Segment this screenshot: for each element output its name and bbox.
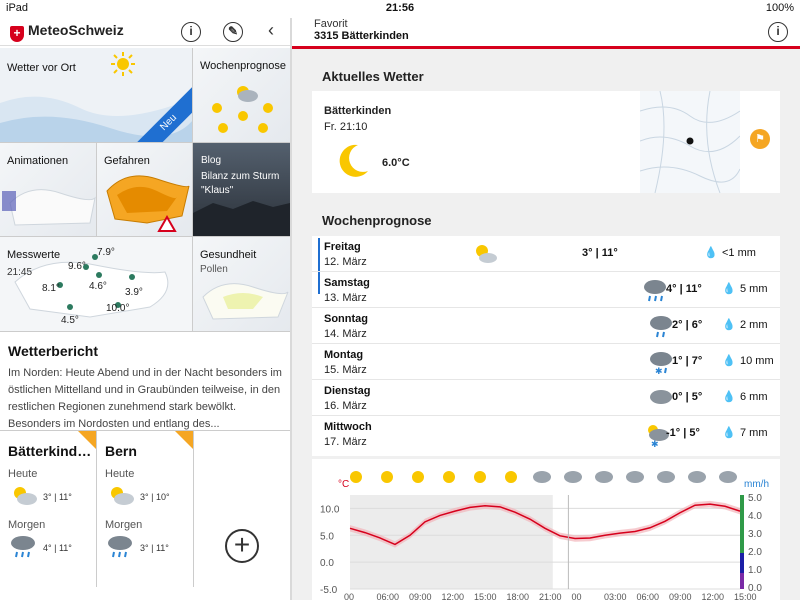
x-tick-label: 18:00 [506,592,530,600]
blog-title: Blog [201,155,222,166]
health-sub: Pollen [200,264,228,275]
add-favorite-button[interactable]: + [225,529,259,563]
rain-icon [648,314,674,340]
x-tick-label: 12:00 [441,592,465,600]
chart-cloud-icon [533,471,551,483]
chart-sun-icon [412,471,424,483]
current-time: Fr. 21:10 [324,121,368,133]
x-tick-label: 15:00 [474,592,497,600]
x-tick-label: 09:00 [669,592,692,600]
forecast-temps: 0° | 5° [672,391,703,403]
forecast-list [312,236,780,456]
favorite-flag-icon [175,431,193,449]
today-temp: 3° | 10° [140,492,170,502]
forecast-temps: 3° | 11° [582,247,618,259]
right-panel [292,49,800,600]
chevron-left-icon[interactable]: ‹ [268,20,274,40]
forecast-precip: 6 mm [740,391,768,403]
chart-sun-icon [474,471,486,483]
x-tick-label: 00 [344,592,355,600]
tile-blog[interactable] [193,143,290,237]
forecast-precip: <1 mm [722,247,756,259]
station-value: 8.1° [42,283,60,294]
forecast-title: Wochenprognose [322,213,432,228]
temperature-chart-card[interactable] [312,459,780,600]
forecast-precip: 7 mm [740,427,768,439]
x-tick-label: 09:00 [409,592,432,600]
chart-sun-icon [505,471,517,483]
tomorrow-label: Morgen [8,519,46,531]
y2-tick-label: 4.0 [748,511,762,522]
swiss-cross-icon: + [10,26,24,42]
weekly-icons [203,78,283,138]
y-tick-label: 5.0 [320,531,334,543]
forecast-row[interactable] [312,380,780,416]
chart-cloud-icon [657,471,675,483]
tile-title: Animationen [7,155,69,167]
current-weather-card[interactable] [312,91,780,193]
forecast-day: Freitag [324,241,361,253]
snow-rain-icon [648,350,674,376]
tomorrow-label: Morgen [105,519,143,531]
tomorrow-temp: 3° | 11° [140,543,169,553]
chart-sun-icon [443,471,455,483]
station-value: 10.0° [106,303,130,314]
favorite-card[interactable] [97,431,194,587]
favorite-label: Favorit [314,18,348,30]
station-value: 7.9° [97,247,115,258]
right-header [292,18,800,46]
tile-title: Wochenprognose [200,60,287,72]
forecast-day: Montag [324,349,364,361]
tile-health[interactable] [193,237,290,332]
forecast-precip: 5 mm [740,283,768,295]
forecast-precip: 2 mm [740,319,768,331]
favorite-place: 3315 Bätterkinden [314,30,409,42]
tile-stations[interactable] [0,237,193,332]
chart-cloud-icon [626,471,644,483]
forecast-date: 16. März [324,400,367,412]
y-axis-label: °C [338,479,350,490]
y2-tick-label: 5.0 [748,493,762,504]
x-tick-label: 06:00 [636,592,660,600]
forecast-date: 13. März [324,292,367,304]
forecast-temps: 4° | 11° [666,283,702,295]
device-label: iPad [6,2,29,14]
y2-axis-label: mm/h [744,479,769,490]
report-title: Wetterbericht [8,343,98,359]
forecast-day: Dienstag [324,385,371,397]
drop-icon: 💧 [722,391,736,403]
favorite-name: Bern [105,443,137,459]
y2-tick-label: 1.0 [748,565,762,576]
new-badge: Neu [131,85,193,143]
today-label: Heute [105,468,135,480]
forecast-row[interactable] [312,344,780,380]
left-header [0,18,290,46]
tile-local-weather[interactable] [0,48,193,143]
current-weather-title: Aktuelles Wetter [322,69,424,84]
drop-icon: 💧 [704,247,718,259]
y-tick-label: 0.0 [320,558,334,570]
forecast-temps: 1° | 7° [672,355,703,367]
clock: 21:56 [385,2,415,14]
forecast-day: Samstag [324,277,370,289]
precip-bar [740,573,744,589]
forecast-date: 14. März [324,328,367,340]
location-map [640,91,740,193]
drop-icon: 💧 [722,427,736,439]
tile-title: Gesundheit [200,249,257,261]
favorite-card[interactable] [0,431,97,587]
chart-sun-icon [350,471,362,483]
x-tick-label: 21:00 [539,592,562,600]
svg-text:✱: ✱ [651,439,659,448]
svg-text:✱: ✱ [655,366,663,376]
today-label: Heute [8,468,38,480]
x-tick-label: 12:00 [701,592,725,600]
weather-report[interactable] [0,331,290,431]
moon-icon [332,141,372,181]
forecast-row[interactable] [312,236,780,272]
x-tick-label: 15:00 [734,592,757,600]
chart-cloud-icon [688,471,706,483]
precip-bar [740,553,744,573]
sun-cloud-icon [105,483,135,509]
y2-tick-label: 0.0 [748,583,762,594]
tile-animations[interactable] [0,143,97,237]
forecast-temps: 2° | 6° [672,319,703,331]
tile-title: Wetter vor Ort [7,62,76,74]
y-tick-label: -5.0 [320,585,338,596]
stations-time: 21:45 [7,267,33,278]
tile-title: Gefahren [104,155,150,167]
drop-icon: 💧 [722,355,736,367]
animation-map [0,163,97,233]
forecast-date: 15. März [324,364,367,376]
report-text: Im Norden: Heute Abend und in der Nacht besonders im östlichen Mittelland und in Graubünden teilweise, in den restlichen Regionen zunehmend stark bewölkt. Besonders im Nordosten und entlang des... [8,367,282,430]
left-panel [0,48,290,600]
y2-tick-label: 2.0 [748,547,762,558]
forecast-day: Mittwoch [324,421,372,433]
blog-text: Bilanz zum Sturm "Klaus" [201,171,280,196]
favorite-name: Bätterkind… [8,443,92,459]
sun-icon [111,52,135,76]
rain-icon [8,533,38,561]
chart-cloud-icon [719,471,737,483]
chart-sun-icon [381,471,393,483]
edit-icon[interactable]: ✎ [223,22,243,42]
tile-title: Messwerte [7,249,61,261]
current-place: Bätterkinden [324,105,392,117]
drop-icon: 💧 [722,283,736,295]
station-value: 4.6° [89,281,107,292]
current-temp: 6.0°C [382,157,410,169]
station-value: 9.6° [68,261,86,272]
tile-hazards[interactable] [97,143,193,237]
pollen-map [193,267,290,332]
temperature-chart [312,459,780,600]
tomorrow-temp: 4° | 11° [43,543,72,553]
cloud-icon [648,386,674,408]
hazard-map [97,161,193,237]
forecast-row[interactable] [312,272,780,308]
y-tick-label: 10.0 [320,504,340,516]
chart-cloud-icon [564,471,582,483]
rain-icon [105,533,135,561]
station-value: 4.5° [61,315,79,326]
today-temp: 3° | 11° [43,492,72,502]
forecast-row[interactable] [312,308,780,344]
x-tick-label: 03:00 [604,592,627,600]
forecast-date: 17. März [324,436,367,448]
drop-icon: 💧 [722,319,736,331]
forecast-date: 12. März [324,256,367,268]
forecast-temps: -1° | 5° [666,427,700,439]
x-tick-label: 00 [571,592,582,600]
sun-cloud-icon [8,483,38,509]
favorite-flag-icon[interactable]: ⚑ [750,129,770,149]
tile-weekly[interactable] [193,48,290,143]
precip-bar [740,495,744,553]
forecast-day: Sonntag [324,313,368,325]
x-tick-label: 06:00 [376,592,400,600]
app-logo: + MeteoSchweiz [10,22,124,42]
info-icon-right[interactable]: i [768,22,788,42]
sun-cloud-icon [472,242,498,266]
y2-tick-label: 3.0 [748,529,762,540]
chart-cloud-icon [595,471,613,483]
info-icon[interactable]: i [181,22,201,42]
forecast-precip: 10 mm [740,355,774,367]
station-value: 3.9° [125,287,143,298]
rain-icon [642,278,668,304]
status-bar [0,0,800,18]
forecast-row[interactable] [312,416,780,452]
battery-label: 100% [765,2,794,14]
